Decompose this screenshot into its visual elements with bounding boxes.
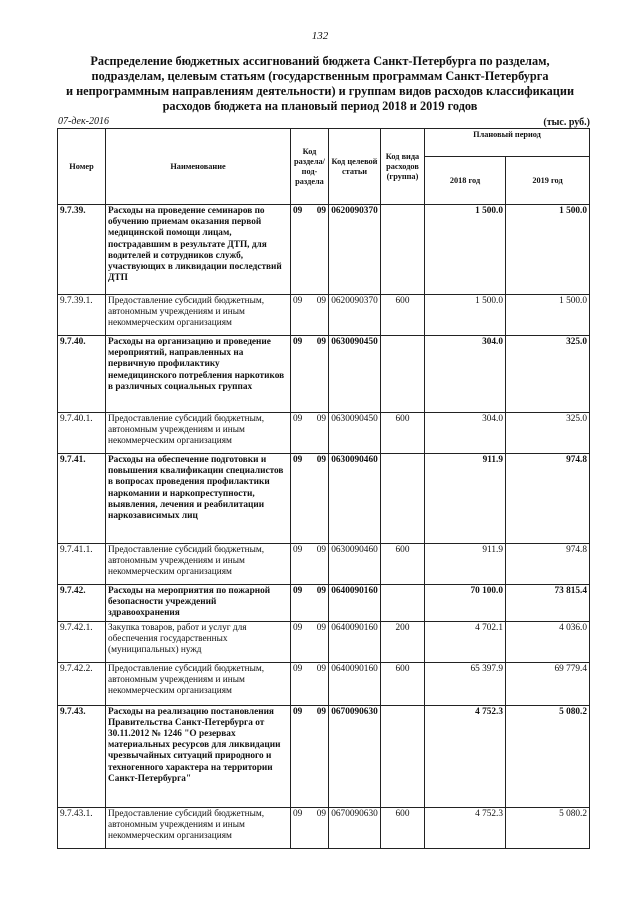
row-kind-code <box>381 336 425 413</box>
title-line: и непрограммным направлениям деятельности) и группам видов расходов классификации <box>65 84 575 98</box>
row-section-code <box>291 336 329 413</box>
header-plan-period: Плановый период <box>425 129 590 157</box>
row-amount-2019: 5 080.2 <box>506 807 590 848</box>
row-amount-2018: 65 397.9 <box>425 662 506 705</box>
row-amount-2019: 5 080.2 <box>506 705 590 807</box>
row-target-code: 0640090160 <box>329 662 381 705</box>
row-amount-2018: 4 752.3 <box>425 807 506 848</box>
row-target-code: 0640090160 <box>329 585 381 622</box>
row-section-rz: 09 <box>293 206 303 216</box>
row-amount-2019: 325.0 <box>506 413 590 454</box>
row-section-code <box>291 705 329 807</box>
row-section-code <box>291 205 329 295</box>
row-number: 9.7.39. <box>58 205 106 295</box>
row-number: 9.7.42.1. <box>58 621 106 662</box>
title-line: Распределение бюджетных ассигнований бюджета Санкт-Петербурга по разделам, <box>90 54 550 68</box>
row-section-code <box>291 662 329 705</box>
row-target-code: 0620090370 <box>329 295 381 336</box>
budget-table <box>57 128 590 849</box>
header-name: Наименование <box>106 129 291 205</box>
row-kind-code <box>381 585 425 622</box>
row-target-code: 0630090460 <box>329 544 381 585</box>
row-target-code: 0630090450 <box>329 336 381 413</box>
table-row <box>58 205 590 295</box>
table-row <box>58 544 590 585</box>
row-name: Предоставление субсидий бюджетным, автономным учреждениям и иным некоммерческим организациям <box>106 544 291 585</box>
row-kind-code: 200 <box>381 621 425 662</box>
table-row <box>58 295 590 336</box>
row-name: Расходы на обеспечение подготовки и повышения квалификации специалистов в вопросах проведения профилактики наркомании и наркопреступности, выявления, лечения и реабилитации наркозависимых лиц <box>106 454 291 544</box>
row-name: Предоставление субсидий бюджетным, автономным учреждениям и иным некоммерческим организациям <box>106 413 291 454</box>
row-number: 9.7.43.1. <box>58 807 106 848</box>
page-number: 132 <box>311 30 329 42</box>
unit-label: (тыс. руб.) <box>543 117 590 128</box>
row-name: Предоставление субсидий бюджетным, автономным учреждениям и иным некоммерческим организациям <box>106 295 291 336</box>
row-section-pr: 09 <box>316 706 326 717</box>
row-section-code <box>291 585 329 622</box>
row-section-pr: 09 <box>316 663 326 674</box>
row-target-code: 0620090370 <box>329 205 381 295</box>
header-target-code: Код целевой статьи <box>329 129 381 205</box>
row-section-rz: 09 <box>293 663 303 674</box>
document-title <box>40 54 600 114</box>
row-section-pr: 09 <box>316 337 326 347</box>
header-section-code: Код раздела/ под- раздела <box>291 129 329 205</box>
row-section-rz: 09 <box>293 706 303 717</box>
table-row <box>58 705 590 807</box>
table-row <box>58 454 590 544</box>
row-number: 9.7.40.1. <box>58 413 106 454</box>
row-number: 9.7.41. <box>58 454 106 544</box>
row-section-rz: 09 <box>293 622 303 633</box>
row-amount-2018: 4 702.1 <box>425 621 506 662</box>
row-section-code <box>291 621 329 662</box>
row-target-code: 0670090630 <box>329 807 381 848</box>
row-amount-2018: 304.0 <box>425 336 506 413</box>
row-amount-2019: 1 500.0 <box>506 295 590 336</box>
row-target-code: 0670090630 <box>329 705 381 807</box>
row-target-code: 0630090450 <box>329 413 381 454</box>
row-section-rz: 09 <box>293 808 303 819</box>
row-section-rz: 09 <box>293 545 303 555</box>
row-name: Закупка товаров, работ и услуг для обеспечения государственных (муниципальных) нужд <box>106 621 291 662</box>
row-name: Предоставление субсидий бюджетным, автономным учреждениям и иным некоммерческим организациям <box>106 807 291 848</box>
row-amount-2019: 69 779.4 <box>506 662 590 705</box>
row-section-pr: 09 <box>316 206 326 216</box>
row-section-code <box>291 295 329 336</box>
table-row <box>58 413 590 454</box>
row-number: 9.7.39.1. <box>58 295 106 336</box>
row-amount-2018: 911.9 <box>425 544 506 585</box>
row-amount-2019: 325.0 <box>506 336 590 413</box>
table-row <box>58 662 590 705</box>
row-section-pr: 09 <box>316 455 326 465</box>
row-amount-2018: 4 752.3 <box>425 705 506 807</box>
row-section-rz: 09 <box>293 296 303 306</box>
row-target-code: 0630090460 <box>329 454 381 544</box>
row-amount-2019: 974.8 <box>506 544 590 585</box>
row-amount-2018: 911.9 <box>425 454 506 544</box>
row-section-pr: 09 <box>316 808 326 819</box>
row-kind-code: 600 <box>381 413 425 454</box>
row-kind-code <box>381 205 425 295</box>
row-kind-code <box>381 454 425 544</box>
table-row <box>58 807 590 848</box>
row-amount-2018: 304.0 <box>425 413 506 454</box>
row-kind-code: 600 <box>381 807 425 848</box>
row-section-pr: 09 <box>316 622 326 633</box>
row-target-code: 0640090160 <box>329 621 381 662</box>
row-name: Расходы на реализацию постановления Правительства Санкт-Петербурга от 30.11.2012 № 1246 "О резервах материальных ресурсов для ликвидации чрезвычайных ситуаций природного и техногенного характера на территории Санкт-Петербурга" <box>106 705 291 807</box>
table-row <box>58 621 590 662</box>
row-section-pr: 09 <box>316 296 326 306</box>
row-amount-2019: 974.8 <box>506 454 590 544</box>
header-number: Номер <box>58 129 106 205</box>
header-kind-code: Код вида расходов (группа) <box>381 129 425 205</box>
row-section-code <box>291 454 329 544</box>
row-section-pr: 09 <box>316 586 326 596</box>
row-name: Предоставление субсидий бюджетным, автономным учреждениям и иным некоммерческим организациям <box>106 662 291 705</box>
row-section-code <box>291 544 329 585</box>
row-section-code <box>291 413 329 454</box>
table-row <box>58 585 590 622</box>
row-number: 9.7.42.2. <box>58 662 106 705</box>
row-name: Расходы на проведение семинаров по обучению приемам оказания первой медицинской помощи лицам, пострадавшим в результате ДТП, для водителей и сотрудников служб, участвующих в ликвидации последствий ДТП <box>106 205 291 295</box>
row-amount-2018: 70 100.0 <box>425 585 506 622</box>
row-section-rz: 09 <box>293 455 303 465</box>
row-number: 9.7.43. <box>58 705 106 807</box>
row-kind-code: 600 <box>381 295 425 336</box>
row-name: Расходы на мероприятия по пожарной безопасности учреждений здравоохранения <box>106 585 291 622</box>
table-row <box>58 336 590 413</box>
row-kind-code: 600 <box>381 662 425 705</box>
row-amount-2018: 1 500.0 <box>425 295 506 336</box>
row-number: 9.7.41.1. <box>58 544 106 585</box>
row-name: Расходы на организацию и проведение мероприятий, направленных на первичную профилактику немедицинского потребления наркотиков в различных социальных группах <box>106 336 291 413</box>
row-number: 9.7.40. <box>58 336 106 413</box>
row-section-rz: 09 <box>293 337 303 347</box>
row-kind-code: 600 <box>381 544 425 585</box>
row-kind-code <box>381 705 425 807</box>
document-date: 07-дек-2016 <box>58 116 109 127</box>
row-amount-2019: 1 500.0 <box>506 205 590 295</box>
header-2019: 2019 год <box>506 157 590 205</box>
row-number: 9.7.42. <box>58 585 106 622</box>
row-amount-2019: 4 036.0 <box>506 621 590 662</box>
row-amount-2019: 73 815.4 <box>506 585 590 622</box>
row-section-rz: 09 <box>293 414 303 424</box>
row-section-code <box>291 807 329 848</box>
row-section-rz: 09 <box>293 586 303 596</box>
row-amount-2018: 1 500.0 <box>425 205 506 295</box>
title-line: подразделам, целевым статьям (государственным программам Санкт-Петербурга <box>91 69 549 83</box>
header-2018: 2018 год <box>425 157 506 205</box>
title-line: расходов бюджета на плановый период 2018 и 2019 годов <box>162 99 478 113</box>
row-section-pr: 09 <box>316 545 326 555</box>
row-section-pr: 09 <box>316 414 326 424</box>
